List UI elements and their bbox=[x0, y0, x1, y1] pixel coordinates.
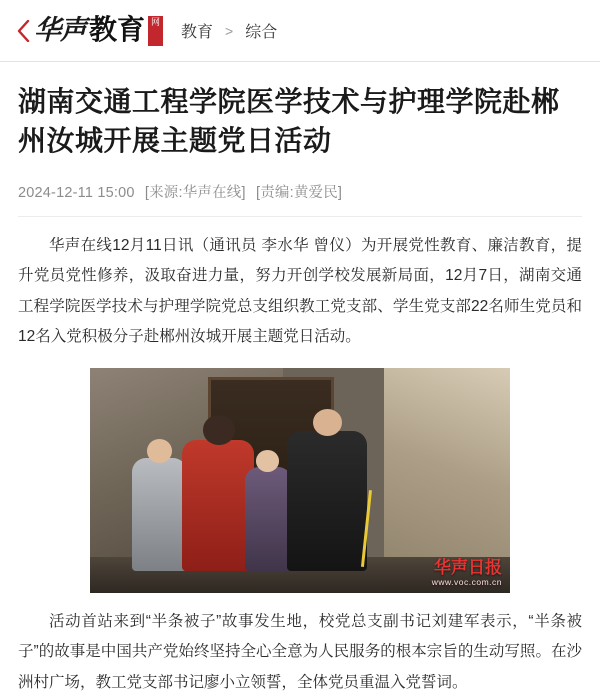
photo-person-gray-head bbox=[147, 439, 172, 463]
article-editor: [责编:黄爱民] bbox=[255, 185, 343, 202]
article-source: [来源:华声在线] bbox=[144, 185, 246, 202]
article-photo bbox=[90, 368, 510, 593]
watermark-url-text: www.voc.com.cn bbox=[431, 577, 502, 588]
breadcrumb bbox=[179, 19, 279, 42]
photo-person-red bbox=[182, 440, 253, 571]
logo-hua-text: 华声 bbox=[34, 15, 86, 45]
site-logo[interactable] bbox=[34, 14, 163, 48]
photo-person-black bbox=[287, 431, 367, 571]
top-bar bbox=[0, 0, 600, 62]
photo-person-purple bbox=[245, 467, 291, 571]
meta-divider bbox=[18, 216, 582, 217]
photo-person-purple-head bbox=[256, 450, 279, 471]
photo-person-gray bbox=[132, 458, 187, 571]
chevron-left-icon bbox=[17, 20, 30, 42]
page-title: 湖南交通工程学院医学技术与护理学院赴郴州汝城开展主题党日活动 bbox=[18, 87, 560, 157]
photo-watermark bbox=[432, 559, 502, 587]
article-paragraph-2: 活动首站来到“半条被子”故事发生地，校党总支副书记刘建军表示，“半条被子”的故事是中国共产党始终坚持全心全意为人民服务的根本宗旨的生动写照。在沙洲村广场，教工党支部书记廖小立领誓，全体党员重温入党誓词。 bbox=[18, 613, 582, 691]
back-button[interactable] bbox=[14, 16, 32, 46]
breadcrumb-separator-icon: > bbox=[225, 22, 234, 39]
publish-datetime: 2024-12-11 15:00 bbox=[18, 185, 135, 202]
article-container bbox=[0, 62, 600, 698]
photo-person-black-head bbox=[313, 409, 342, 436]
logo-net-badge: 网 bbox=[148, 16, 163, 46]
breadcrumb-item-general[interactable]: 综合 bbox=[245, 24, 278, 41]
watermark-brand-text: 华声日报 bbox=[434, 558, 502, 578]
article-meta bbox=[18, 181, 582, 202]
breadcrumb-item-education[interactable]: 教育 bbox=[181, 24, 214, 41]
logo-edu-text: 教育 bbox=[89, 14, 146, 46]
article-paragraph-1: 华声在线12月11日讯（通讯员 李水华 曾仪）为开展党性教育、廉洁教育，提升党员党性修养，汲取奋进力量，努力开创学校发展新局面，12月7日，湖南交通工程学院医学技术与护理学院党总支组织教工党支部、学生党支部22名师生党员和12名入党积极分子赴郴州汝城开展主题党日活动。 bbox=[18, 237, 582, 345]
photo-person-red-head bbox=[203, 415, 235, 444]
